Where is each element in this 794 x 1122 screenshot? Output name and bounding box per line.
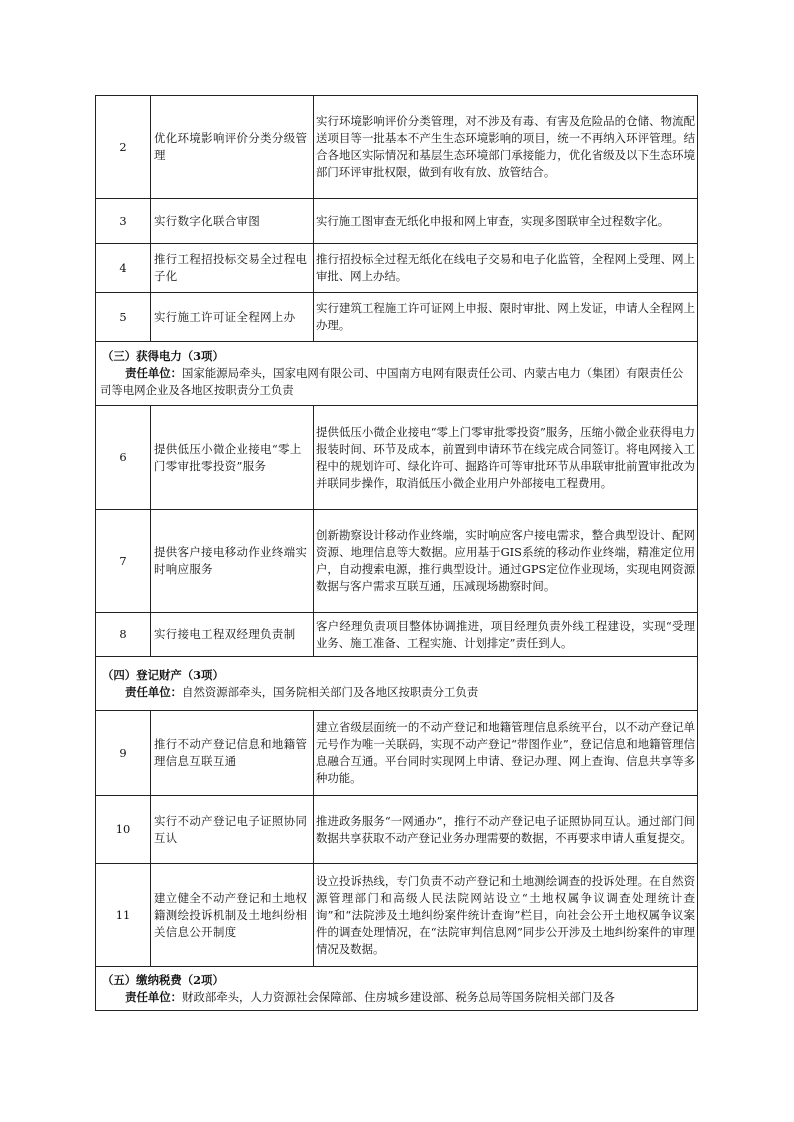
measure-description: 推行招投标全过程无纸化在线电子交易和电子化监管，全程网上受理、网上审批、网上办结。: [314, 244, 698, 293]
section-title: （五）缴纳税费（2项）: [102, 972, 224, 987]
row-number: 11: [96, 864, 151, 967]
policy-table-page: [95, 95, 698, 1011]
measure-description: 实行环境影响评价分类管理，对不涉及有毒、有害及危险品的仓储、物流配送项目等一批基本不产生生态环境影响的项目，统一不再纳入环评管理。结合各地区实际情况和基层生态环境部门承接能力，优化省级及以下生态环境部门环评审批权限，做到有收有放、放管结合。: [314, 96, 698, 199]
section-header: [96, 657, 698, 711]
table-row: [96, 293, 698, 342]
row-number: 10: [96, 796, 151, 864]
table-row: [96, 244, 698, 293]
measure-description: 提供低压小微企业接电“零上门零审批零投资”服务，压缩小微企业获得电力报装时间、环节及成本，前置到申请环节在线完成合同签订。将电网接入工程中的规划许可、绿化许可、掘路许可等审批环节从串联审批前置审批改为并联同步操作，取消低压小微企业用户外部接电工程费用。: [314, 406, 698, 510]
measure-description: 实行施工图审查无纸化申报和网上审查，实现多图联审全过程数字化。: [314, 199, 698, 244]
table-row: [96, 864, 698, 967]
responsibility-line: [100, 684, 693, 701]
measure-description: 创新勘察设计移动作业终端，实时响应客户接电需求，整合典型设计、配网资源、地理信息等大数据。应用基于GIS系统的移动作业终端，精准定位用户，自动搜索电源，推行典型设计。通过GPS定位作业现场，实现电网资源数据与客户需求互联互通，压减现场勘察时间。: [314, 510, 698, 613]
measure-name: 实行不动产登记电子证照协同互认: [151, 796, 314, 864]
section-header-cell: [96, 967, 698, 1011]
measure-name: 实行施工许可证全程网上办: [151, 293, 314, 342]
measure-name: 实行数字化联合审图: [151, 199, 314, 244]
section-header: [96, 342, 698, 406]
row-number: 7: [96, 510, 151, 613]
table-row: [96, 199, 698, 244]
responsibility-text: 财政部牵头，人力资源社会保障部、住房城乡建设部、税务总局等国务院相关部门及各: [182, 989, 615, 1004]
section-header-cell: [96, 342, 698, 406]
responsibility-label: 责任单位：: [125, 684, 183, 699]
table-row: [96, 510, 698, 613]
row-number: 9: [96, 711, 151, 796]
measures-table: [95, 95, 698, 1011]
section-header-cell: [96, 657, 698, 711]
measure-description: 实行建筑工程施工许可证网上申报、限时审批、网上发证，申请人全程网上办理。: [314, 293, 698, 342]
row-number: 3: [96, 199, 151, 244]
measure-description: 推进政务服务“一网通办”，推行不动产登记电子证照协同互认。通过部门间数据共享获取不动产登记业务办理需要的数据，不再要求申请人重复提交。: [314, 796, 698, 864]
measure-description: 客户经理负责项目整体协调推进，项目经理负责外线工程建设，实现“受理业务、施工准备、工程实施、计划排定”责任到人。: [314, 613, 698, 657]
measure-name: 优化环境影响评价分类分级管理: [151, 96, 314, 199]
section-header: [96, 967, 698, 1011]
measure-name: 提供客户接电移动作业终端实时响应服务: [151, 510, 314, 613]
section-title: （四）登记财产（3项）: [102, 667, 224, 682]
responsibility-label: 责任单位：: [125, 989, 183, 1004]
table-row: [96, 406, 698, 510]
responsibility-text: 自然资源部牵头，国务院相关部门及各地区按职责分工负责: [182, 684, 479, 699]
row-number: 8: [96, 613, 151, 657]
table-row: [96, 96, 698, 199]
row-number: 4: [96, 244, 151, 293]
table-row: [96, 613, 698, 657]
measure-name: 建立健全不动产登记和土地权籍测绘投诉机制及土地纠纷相关信息公开制度: [151, 864, 314, 967]
table-row: [96, 711, 698, 796]
measure-name: 实行接电工程双经理负责制: [151, 613, 314, 657]
table-row: [96, 796, 698, 864]
section-title: （三）获得电力（3项）: [102, 349, 224, 363]
measure-name: 推行工程招投标交易全过程电子化: [151, 244, 314, 293]
measure-name: 推行不动产登记信息和地籍管理信息互联互通: [151, 711, 314, 796]
responsibility-label: 责任单位：: [125, 366, 183, 380]
measure-name: 提供低压小微企业接电“零上门零审批零投资”服务: [151, 406, 314, 510]
row-number: 5: [96, 293, 151, 342]
responsibility-line: [100, 989, 693, 1006]
measure-description: 设立投诉热线，专门负责不动产登记和土地测绘调查的投诉处理。在自然资源管理部门和高级人民法院网站设立“土地权属争议调查处理统计查询”和“法院涉及土地纠纷案件统计查询”栏目，向社会公开土地权属争议案件的调查处理情况，在“法院审判信息网”同步公开涉及土地纠纷案件的审理情况及数据。: [314, 864, 698, 967]
responsibility-line: [100, 365, 693, 399]
measure-description: 建立省级层面统一的不动产登记和地籍管理信息系统平台，以不动产登记单元号作为唯一关联码，实现不动产登记“带图作业”，登记信息和地籍管理信息融合互通。平台同时实现网上申请、登记办理、网上查询、信息共享等多种功能。: [314, 711, 698, 796]
responsibility-text: 国家能源局牵头，国家电网有限公司、中国南方电网有限责任公司、内蒙古电力（集团）有限责任公司等电网企业及各地区按职责分工负责: [100, 366, 684, 397]
row-number: 6: [96, 406, 151, 510]
row-number: 2: [96, 96, 151, 199]
